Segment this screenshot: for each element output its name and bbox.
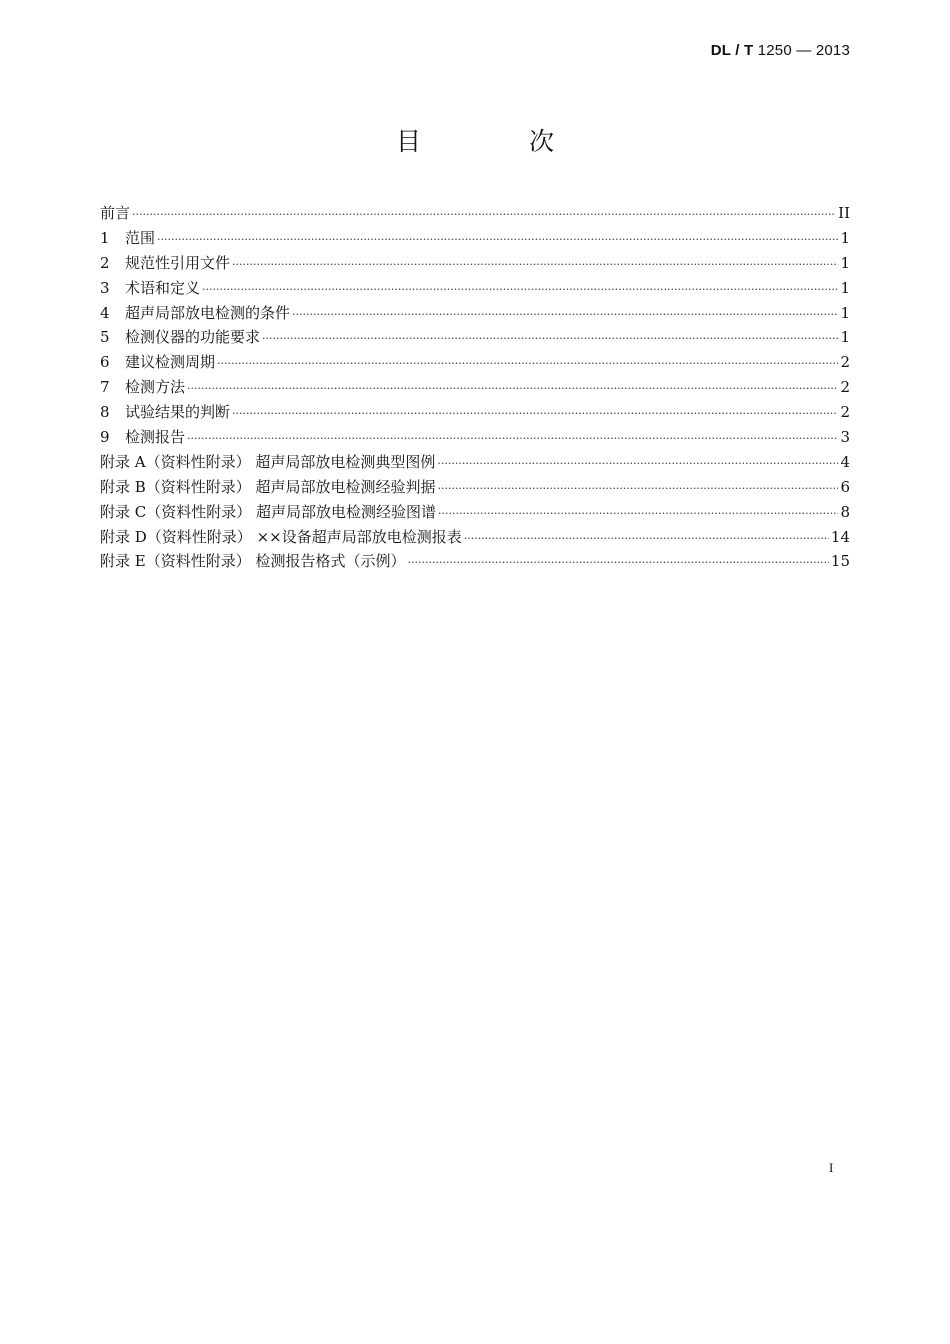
- toc-entry-3[interactable]: [100, 276, 850, 301]
- toc-entry-appendix-e[interactable]: [100, 549, 850, 574]
- toc-entry-page: 8: [840, 502, 850, 521]
- toc-entry-page: 15: [830, 552, 850, 571]
- toc-entry-page: 6: [840, 477, 850, 496]
- toc-entry-5[interactable]: [100, 325, 850, 350]
- toc-entry-label: 附录 E（资料性附录） 检测报告格式（示例）: [100, 552, 406, 571]
- toc-entry-label: 术语和定义: [125, 278, 201, 297]
- toc-entry-number: 9: [100, 428, 110, 447]
- toc-entry-4[interactable]: [100, 301, 850, 326]
- toc-entry-number: 5: [100, 328, 110, 347]
- toc-entry-number: 4: [100, 303, 110, 322]
- toc-entry-page: 2: [840, 353, 850, 372]
- toc-entry-label: 检测仪器的功能要求: [125, 328, 261, 347]
- toc-entry-number: 7: [100, 378, 110, 397]
- toc-entry-label: 超声局部放电检测的条件: [125, 303, 291, 322]
- toc-dot-leader: [408, 549, 829, 576]
- toc-dot-leader: [437, 450, 838, 477]
- document-code-prefix: DL / T: [710, 42, 754, 59]
- toc-entry-number: 8: [100, 403, 110, 422]
- toc-title: 目 次: [396, 127, 604, 156]
- toc-entry-6[interactable]: [100, 350, 850, 375]
- toc-entry-label: 建议检测周期: [125, 353, 216, 372]
- toc-entry-appendix-c[interactable]: [100, 500, 850, 525]
- page-number: I: [829, 1160, 834, 1175]
- toc-entry-label: 规范性引用文件: [125, 253, 231, 272]
- toc-entry-label: 检测报告: [125, 428, 186, 447]
- toc-dot-leader: [262, 325, 838, 352]
- toc-dot-leader: [187, 425, 838, 452]
- toc-entry-page: 1: [840, 328, 850, 347]
- toc-dot-leader: [438, 500, 838, 527]
- toc-entry-page: 4: [840, 452, 850, 471]
- toc-entry-appendix-a[interactable]: [100, 450, 850, 475]
- document-code-number: 1250 — 2013: [757, 42, 850, 59]
- toc-entry-1[interactable]: [100, 226, 850, 251]
- toc-dot-leader: [464, 525, 829, 552]
- toc-dot-leader: [232, 400, 838, 427]
- table-of-contents: [100, 201, 850, 574]
- toc-entry-label: 检测方法: [125, 378, 186, 397]
- toc-entry-appendix-d[interactable]: [100, 525, 850, 550]
- toc-entry-label: 前言: [100, 204, 131, 222]
- toc-dot-leader: [187, 375, 838, 402]
- toc-entry-page: 1: [840, 278, 850, 297]
- toc-entry-8[interactable]: [100, 400, 850, 425]
- toc-entry-label: 附录 D（资料性附录） ××设备超声局部放电检测报表: [100, 527, 462, 546]
- toc-entry-page: 3: [840, 428, 850, 447]
- toc-dot-leader: [202, 276, 838, 303]
- toc-entry-number: 2: [100, 253, 110, 272]
- toc-entry-number: 6: [100, 353, 110, 372]
- toc-entry-page: 1: [840, 253, 850, 272]
- toc-entry-2[interactable]: [100, 251, 850, 276]
- toc-entry-label: 附录 B（资料性附录） 超声局部放电检测经验判据: [100, 477, 436, 496]
- toc-entry-label: 附录 C（资料性附录） 超声局部放电检测经验图谱: [100, 502, 437, 521]
- toc-dot-leader: [132, 201, 836, 228]
- toc-entry-page: 1: [840, 303, 850, 322]
- toc-dot-leader: [438, 475, 839, 502]
- toc-entry-label: 试验结果的判断: [125, 403, 231, 422]
- toc-dot-leader: [232, 251, 838, 278]
- toc-entry-page: 14: [830, 527, 850, 546]
- toc-entry-label: 附录 A（资料性附录） 超声局部放电检测典型图例: [100, 452, 436, 471]
- toc-entry-appendix-b[interactable]: [100, 475, 850, 500]
- toc-dot-leader: [292, 301, 838, 328]
- toc-entry-label: 范围: [125, 228, 156, 247]
- toc-entry-number: 1: [100, 228, 110, 247]
- toc-entry-page: 2: [840, 403, 850, 422]
- toc-dot-leader: [157, 226, 838, 253]
- toc-entry-page: II: [838, 204, 850, 222]
- toc-entry-9[interactable]: [100, 425, 850, 450]
- toc-entry-page: 2: [840, 378, 850, 397]
- toc-entry-page: 1: [840, 228, 850, 247]
- toc-entry-7[interactable]: [100, 375, 850, 400]
- document-code: [711, 42, 850, 59]
- toc-entry-number: 3: [100, 278, 110, 297]
- toc-entry-foreword[interactable]: [100, 201, 850, 226]
- toc-dot-leader: [217, 350, 838, 377]
